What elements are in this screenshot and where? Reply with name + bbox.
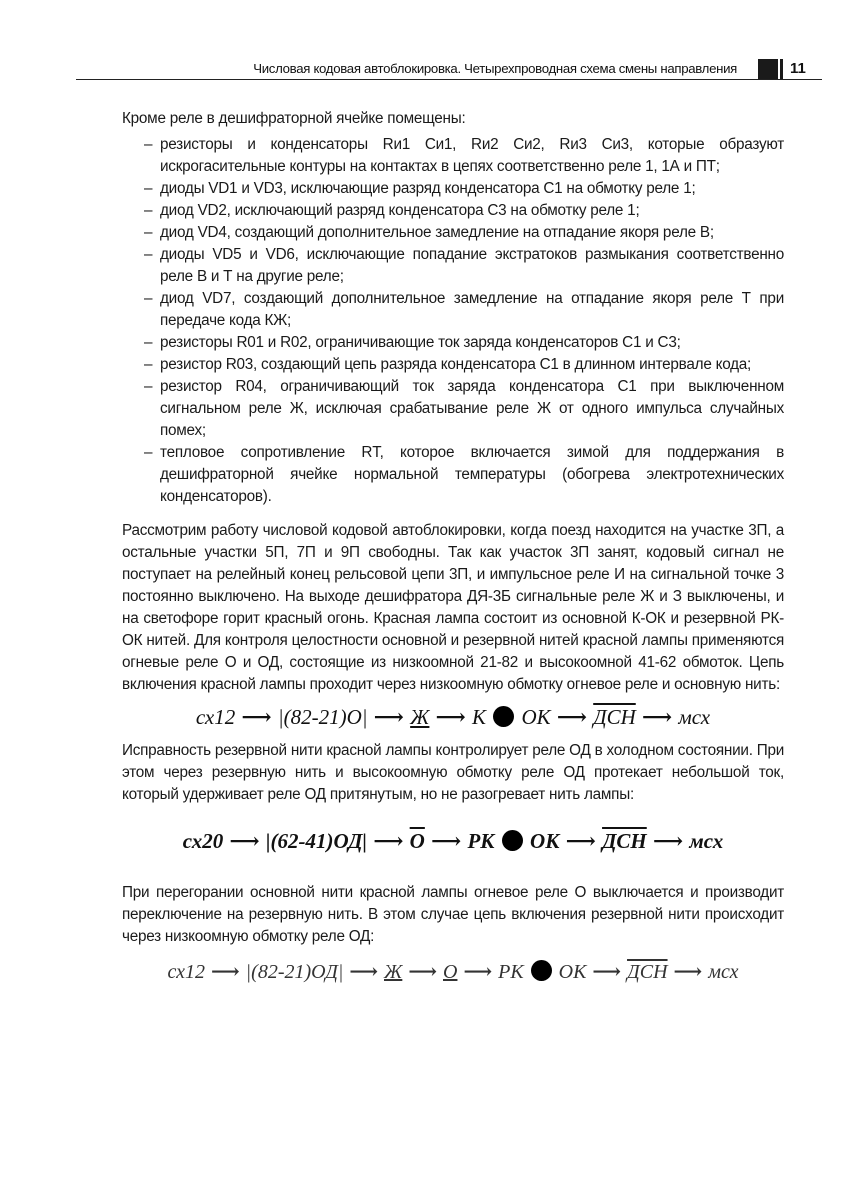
formula-winding: |(82-21)ОД| — [245, 961, 344, 983]
arrow-icon: ⟶ — [463, 961, 493, 983]
list-item: – диод VD2, исключающий разряд конденсатора С3 на обмотку реле 1; — [122, 200, 784, 222]
arrow-icon: ⟶ — [653, 829, 684, 853]
formula-start: сх12 — [167, 961, 205, 983]
arrow-icon: ⟶ — [211, 961, 240, 983]
header-rule — [76, 79, 822, 80]
formula-dsn: ДСН — [593, 705, 636, 729]
running-header-title: Числовая кодовая автоблокировка. Четырехпроводная схема смены направления — [253, 61, 737, 76]
formula-lamp-left: РК — [498, 961, 524, 983]
paragraph-reserve-check: Исправность резервной нити красной лампы контролирует реле ОД в холодном состоянии. При этом через резервную нить и высокоомную обмотку реле ОД протекает небольшой ток, который удерживает реле ОД притянутым, но не разогревает нить лампы: — [122, 742, 784, 803]
lamp-filament-dot-icon — [493, 706, 514, 727]
page-body — [122, 108, 784, 983]
list-item: – диод VD4, создающий дополнительное замедление на отпадание якоря реле В; — [122, 222, 784, 244]
intro-text: Кроме реле в дешифраторной ячейке помещены: — [122, 110, 466, 127]
formula-end: мсх — [689, 829, 724, 853]
arrow-icon: ⟶ — [556, 705, 587, 729]
arrow-icon: ⟶ — [373, 829, 404, 853]
arrow-icon: ⟶ — [349, 961, 378, 983]
list-item: – резистор R03, создающий цепь разряда конденсатора С1 в длинном интервале кода; — [122, 354, 784, 376]
list-item: – диоды VD1 и VD3, исключающие разряд конденсатора С1 на обмотку реле 1; — [122, 178, 784, 200]
arrow-icon: ⟶ — [435, 705, 466, 729]
formula-lamp-left: РК — [467, 829, 495, 853]
formula-contact-2: О — [443, 961, 458, 983]
formula-lamp-right: ОК — [530, 829, 560, 853]
formula-reserve-filament — [122, 830, 784, 852]
formula-winding: |(62-41)ОД| — [265, 829, 368, 853]
paragraph-burnout: При перегорании основной нити красной лампы огневое реле О выключается и производит переключение на резервную нить. В этом случае цепь включения резервной нити происходит через низкоомную обмотку реле ОД: — [122, 884, 784, 945]
formula-contact: Ж — [410, 705, 430, 729]
arrow-icon: ⟶ — [592, 961, 622, 983]
formula-end: мсх — [708, 961, 739, 983]
header-marker-block — [758, 59, 778, 79]
formula-contact: О — [409, 829, 425, 853]
lamp-filament-dot-icon — [502, 830, 523, 851]
component-list — [122, 134, 784, 508]
formula-start: сх20 — [182, 829, 224, 853]
formula-start: сх12 — [195, 705, 236, 729]
formula-winding: |(82-21)О| — [277, 705, 368, 729]
formula-main-filament — [122, 706, 784, 728]
arrow-icon: ⟶ — [642, 705, 673, 729]
list-item: – резисторы и конденсаторы Rи1 Cи1, Rи2 Cи2, Rи3 Cи3, которые образуют искрогасительные контуры на контактах в цепях соответственно реле 1, 1А и ПТ; — [122, 134, 784, 178]
arrow-icon: ⟶ — [373, 705, 404, 729]
arrow-icon: ⟶ — [565, 829, 596, 853]
formula-contact-1: Ж — [384, 961, 403, 983]
list-item: – диоды VD5 и VD6, исключающие попадание экстратоков размыкания соответственно реле В и Т на другие реле; — [122, 244, 784, 288]
running-header — [76, 58, 822, 80]
arrow-icon: ⟶ — [431, 829, 462, 853]
header-marker-bar — [780, 59, 783, 79]
formula-switchover — [122, 960, 784, 983]
lamp-filament-dot-icon — [531, 960, 552, 981]
arrow-icon: ⟶ — [241, 705, 272, 729]
formula-lamp-left: К — [472, 705, 486, 729]
list-item: – тепловое сопротивление RТ, которое включается зимой для поддержания в дешифраторной ячейке нормальной температуры (обогрева электротехнических конденсаторов). — [122, 442, 784, 508]
list-item: – резисторы R01 и R02, ограничивающие ток заряда конденсаторов С1 и С3; — [122, 332, 784, 354]
arrow-icon: ⟶ — [673, 961, 703, 983]
arrow-icon: ⟶ — [408, 961, 437, 983]
formula-dsn: ДСН — [627, 961, 668, 983]
formula-dsn: ДСН — [602, 829, 647, 853]
list-item: – резистор R04, ограничивающий ток заряда конденсатора С1 при выключенном сигнальном реле Ж, исключая срабатывание реле Ж от одного импульса случайных помех; — [122, 376, 784, 442]
page-number: 11 — [790, 60, 806, 77]
formula-lamp-right: ОК — [558, 961, 587, 983]
formula-lamp-right: ОК — [521, 705, 551, 729]
list-item: – диод VD7, создающий дополнительное замедление на отпадание якоря реле Т при передаче кода КЖ; — [122, 288, 784, 332]
formula-end: мсх — [678, 705, 711, 729]
paragraph-red-lamp: Рассмотрим работу числовой кодовой автоблокировки, когда поезд находится на участке 3П, а остальные участки 5П, 7П и 9П свободны. Так как участок 3П занят, кодовый сигнал не поступает на релейный конец рельсовой цепи 3П, и импульсное реле И на сигнальной точке 3 постоянно выключено. На выходе дешифратора ДЯ-3Б сигнальные реле Ж и З выключены, и на светофоре горит красный огонь. Красная лампа состоит из основной К-ОК и резервной РК-ОК нитей. Для контроля целостности основной и резервной нитей красной лампы применяются огневые реле О и ОД, состоящие из низкоомной 21-82 и высокоомной 41-62 обмоток. Цепь включения красной лампы проходит через низкоомную обмотку огневое реле и основную нить: — [122, 522, 784, 693]
arrow-icon: ⟶ — [229, 829, 260, 853]
